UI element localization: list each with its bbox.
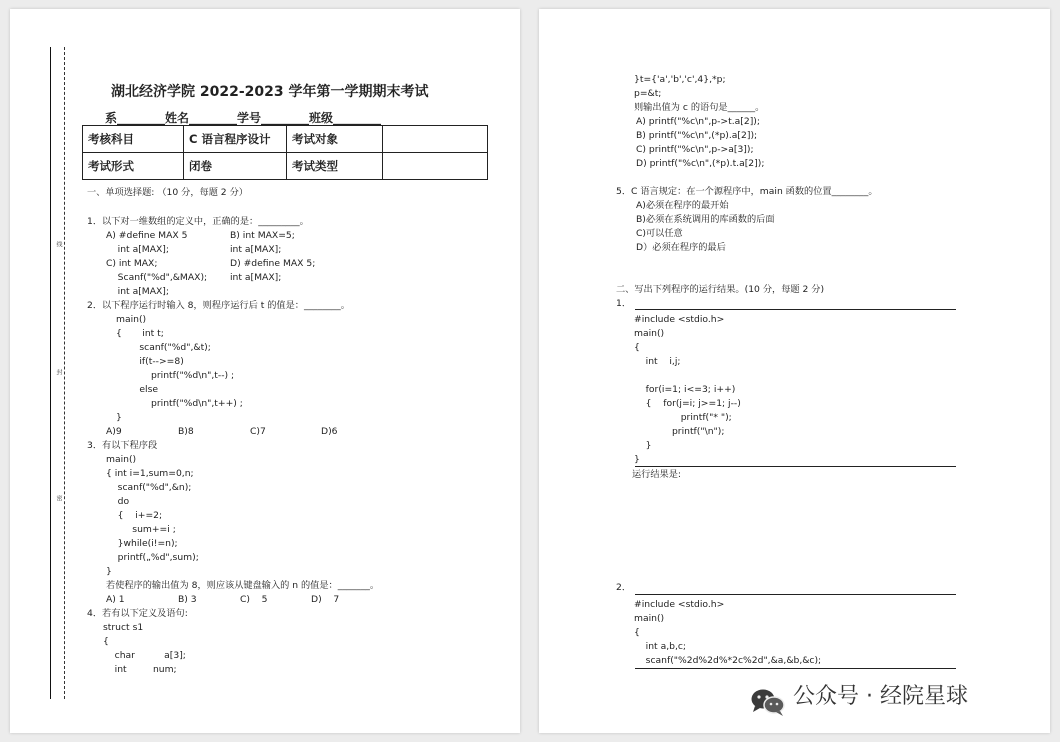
q5-option: C)可以任意 <box>636 228 683 239</box>
program-1-number: 1． <box>616 298 632 309</box>
table-cell: 考试形式 <box>83 153 184 180</box>
program-2-number: 2． <box>616 582 632 593</box>
q1-right-line: D) #define MAX 5; <box>230 258 316 269</box>
q4-code-line: p=&t; <box>634 88 662 99</box>
q3-code-line: printf(„%d",sum); <box>106 552 199 563</box>
q4-code-line: }t={'a','b','c',4},*p; <box>634 74 726 85</box>
q4-option: C) printf("%c\n",p->a[3]); <box>636 144 754 155</box>
table-cell <box>383 126 488 153</box>
q5-option: D）必须在程序的最后 <box>636 242 726 253</box>
q1-left-line: A) #define MAX 5 <box>106 230 188 241</box>
q4-question: 则输出值为 c 的语句是______。 <box>634 102 765 113</box>
q4-code-line: char a[3]; <box>103 650 186 661</box>
q2-option: B)8 <box>178 426 194 437</box>
p1-code-line: } <box>634 454 640 465</box>
q4-code-line: { <box>103 636 109 647</box>
q3-option: B) 3 <box>178 594 197 605</box>
question-4-stem: 4．若有以下定义及语句: <box>87 608 188 619</box>
table-cell: C 语言程序设计 <box>184 126 287 153</box>
p2-code-line: main() <box>634 613 665 624</box>
q4-option: B) printf("%c\n",(*p).a[2]); <box>636 130 758 141</box>
result-label: 运行结果是: <box>632 469 682 480</box>
p1-code-line: printf("\n"); <box>634 426 725 437</box>
q2-option: D)6 <box>321 426 338 437</box>
p1-code-line: { <box>634 342 640 353</box>
q1-left-line: Scanf("%d",&MAX); <box>106 272 208 283</box>
q2-code-line: printf("%d\n",t++) ; <box>116 398 243 409</box>
q2-code-line: else <box>116 384 159 395</box>
q3-option: C) 5 <box>240 594 268 605</box>
student-info-line: 系________姓名________学号________班级________ <box>105 111 382 125</box>
q2-option: A)9 <box>106 426 122 437</box>
question-3-stem: 3．有以下程序段 <box>87 440 158 451</box>
p1-code-line: { for(j=i; j>=1; j--) <box>634 398 741 409</box>
q4-option: D) printf("%c\n",(*p).t.a[2]); <box>636 158 765 169</box>
p2-code-line: { <box>634 627 640 638</box>
code-bottom-rule <box>635 466 956 467</box>
p2-code-line: #include <stdio.h> <box>634 599 725 610</box>
code-top-rule <box>635 309 956 310</box>
table-cell: 考试类型 <box>287 153 383 180</box>
q5-option: A)必须在程序的最开始 <box>636 200 729 211</box>
binding-mark-feng: 封 <box>55 369 62 375</box>
q2-code-line: main() <box>116 314 147 325</box>
q5-option: B)必须在系统调用的库函数的后面 <box>636 214 775 225</box>
q2-code-line: { int t; <box>116 328 164 339</box>
binding-dashed-line <box>64 47 65 699</box>
p1-code-line: } <box>634 440 652 451</box>
table-cell: 闭卷 <box>184 153 287 180</box>
wechat-icon <box>750 687 786 717</box>
binding-mark-mi: 密 <box>55 495 62 501</box>
p1-code-line: #include <stdio.h> <box>634 314 725 325</box>
binding-mark-xian: 线 <box>55 241 62 247</box>
q3-code-line: }while(i!=n); <box>106 538 178 549</box>
question-5-stem: 5．C 语言规定：在一个源程序中，main 函数的位置________。 <box>616 186 878 197</box>
q3-code-line: scanf("%d",&n); <box>106 482 192 493</box>
q2-code-line: printf("%d\n",t--) ; <box>116 370 235 381</box>
section-1-title: 一、单项选择题: （10 分，每题 2 分） <box>87 187 248 198</box>
p2-code-line: int a,b,c; <box>634 641 687 652</box>
q3-followup: 若使程序的输出值为 8，则应该从键盘输入的 n 的值是：_______。 <box>106 580 380 591</box>
p1-code-line: for(i=1; i<=3; i++) <box>634 384 736 395</box>
q4-code-line: struct s1 <box>103 622 144 633</box>
table-cell: 考核科目 <box>83 126 184 153</box>
q2-code-line: if(t-->=8) <box>116 356 184 367</box>
q3-code-line: { int i=1,sum=0,n; <box>106 468 194 479</box>
watermark-text: 公众号 · 经院星球 <box>793 684 968 709</box>
q1-left-line: int a[MAX]; <box>106 244 169 255</box>
q4-option: A) printf("%c\n",p->t.a[2]); <box>636 116 760 127</box>
q3-code-line: main() <box>106 454 137 465</box>
q3-code-line: do <box>106 496 130 507</box>
q3-code-line: } <box>106 566 112 577</box>
q1-right-line: int a[MAX]; <box>230 244 282 255</box>
q1-left-line: int a[MAX]; <box>106 286 169 297</box>
table-row <box>83 126 488 153</box>
q4-code-line: int num; <box>103 664 177 675</box>
q1-right-line: B) int MAX=5; <box>230 230 295 241</box>
p1-code-line: main() <box>634 328 665 339</box>
exam-info-table <box>82 125 488 180</box>
q2-code-line: scanf("%d",&t); <box>116 342 211 353</box>
table-cell <box>383 153 488 180</box>
q2-option: C)7 <box>250 426 266 437</box>
section-2-title: 二、写出下列程序的运行结果。(10 分，每题 2 分) <box>616 284 825 295</box>
question-1-stem: 1．以下对一维数组的定义中，正确的是：_________。 <box>87 216 309 227</box>
question-2-stem: 2．以下程序运行时输入 8，则程序运行后 t 的值是：________。 <box>87 300 350 311</box>
binding-line <box>50 47 51 699</box>
q2-code-line: } <box>116 412 122 423</box>
p1-code-line: int i,j; <box>634 356 681 367</box>
q3-option: A) 1 <box>106 594 125 605</box>
p2-code-line: scanf("%2d%2d%*2c%2d",&a,&b,&c); <box>634 655 822 666</box>
code-top-rule <box>635 594 956 595</box>
q1-left-line: C) int MAX; <box>106 258 158 269</box>
exam-title: 湖北经济学院 2022-2023 学年第一学期期末考试 <box>111 84 429 100</box>
q1-right-line: int a[MAX]; <box>230 272 282 283</box>
exam-page-1 <box>10 9 520 733</box>
q3-option: D) 7 <box>311 594 340 605</box>
q3-code-line: { i+=2; <box>106 510 163 521</box>
p1-code-line: printf("* "); <box>634 412 732 423</box>
code-bottom-rule <box>635 668 956 669</box>
exam-page-2 <box>539 9 1050 733</box>
table-cell: 考试对象 <box>287 126 383 153</box>
q3-code-line: sum+=i ; <box>106 524 176 535</box>
table-row <box>83 153 488 180</box>
